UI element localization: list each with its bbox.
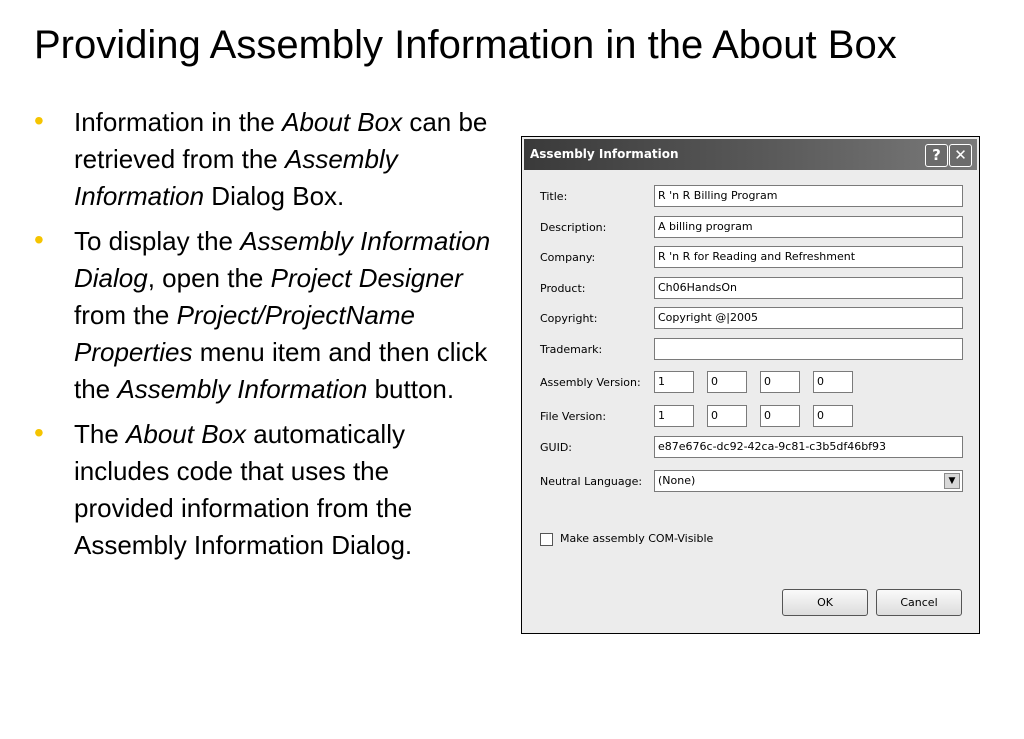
close-button[interactable]: ✕: [949, 144, 972, 167]
neutral-language-label: Neutral Language:: [540, 475, 643, 488]
assembly-information-dialog: [521, 136, 980, 634]
neutral-language-value: (None): [658, 474, 696, 487]
company-label: Company:: [540, 251, 596, 264]
title-input[interactable]: R 'n R Billing Program: [654, 185, 963, 207]
bullet-text: Information in the About Box can be retrieved from the Assembly Information Dialog Box.: [74, 107, 488, 211]
slide-title: Providing Assembly Information in the About Box: [34, 23, 897, 67]
bullet-item: [34, 104, 494, 215]
trademark-input[interactable]: [654, 338, 963, 360]
dialog-titlebar[interactable]: [524, 139, 977, 170]
help-button[interactable]: ?: [925, 144, 948, 167]
guid-label: GUID:: [540, 441, 572, 454]
file-version-build-input[interactable]: 0: [760, 405, 800, 427]
bullet-dot-icon: •: [34, 417, 44, 448]
chevron-down-icon[interactable]: ▼: [944, 473, 960, 489]
bullet-item: [34, 416, 494, 564]
com-visible-checkbox[interactable]: [540, 533, 553, 546]
guid-input[interactable]: e87e676c-dc92-42ca-9c81-c3b5df46bf93: [654, 436, 963, 458]
file-version-minor-input[interactable]: 0: [707, 405, 747, 427]
assembly-version-build-input[interactable]: 0: [760, 371, 800, 393]
bullet-text: The About Box automatically includes code that uses the provided information from the Assembly Information Dialog.: [74, 419, 413, 560]
file-version-revision-input[interactable]: 0: [813, 405, 853, 427]
assembly-version-minor-input[interactable]: 0: [707, 371, 747, 393]
assembly-version-label: Assembly Version:: [540, 376, 641, 389]
file-version-major-input[interactable]: 1: [654, 405, 694, 427]
copyright-input[interactable]: Copyright @|2005: [654, 307, 963, 329]
dialog-title: Assembly Information: [530, 147, 679, 161]
description-label: Description:: [540, 221, 607, 234]
neutral-language-select[interactable]: [654, 470, 963, 492]
bullet-text: To display the Assembly Information Dialog, open the Project Designer from the Project/ProjectName Properties menu item and then click the Assembly Information button.: [74, 226, 491, 404]
bullet-dot-icon: •: [34, 105, 44, 136]
copyright-label: Copyright:: [540, 312, 598, 325]
trademark-label: Trademark:: [540, 343, 603, 356]
assembly-version-major-input[interactable]: 1: [654, 371, 694, 393]
com-visible-label[interactable]: Make assembly COM-Visible: [560, 532, 714, 545]
description-input[interactable]: A billing program: [654, 216, 963, 238]
bullet-dot-icon: •: [34, 224, 44, 255]
bullet-list: [34, 104, 494, 572]
bullet-item: [34, 223, 494, 408]
cancel-button[interactable]: Cancel: [876, 589, 962, 616]
product-input[interactable]: Ch06HandsOn: [654, 277, 963, 299]
company-input[interactable]: R 'n R for Reading and Refreshment: [654, 246, 963, 268]
ok-button[interactable]: OK: [782, 589, 868, 616]
file-version-label: File Version:: [540, 410, 607, 423]
product-label: Product:: [540, 282, 586, 295]
assembly-version-revision-input[interactable]: 0: [813, 371, 853, 393]
title-label: Title:: [540, 190, 568, 203]
